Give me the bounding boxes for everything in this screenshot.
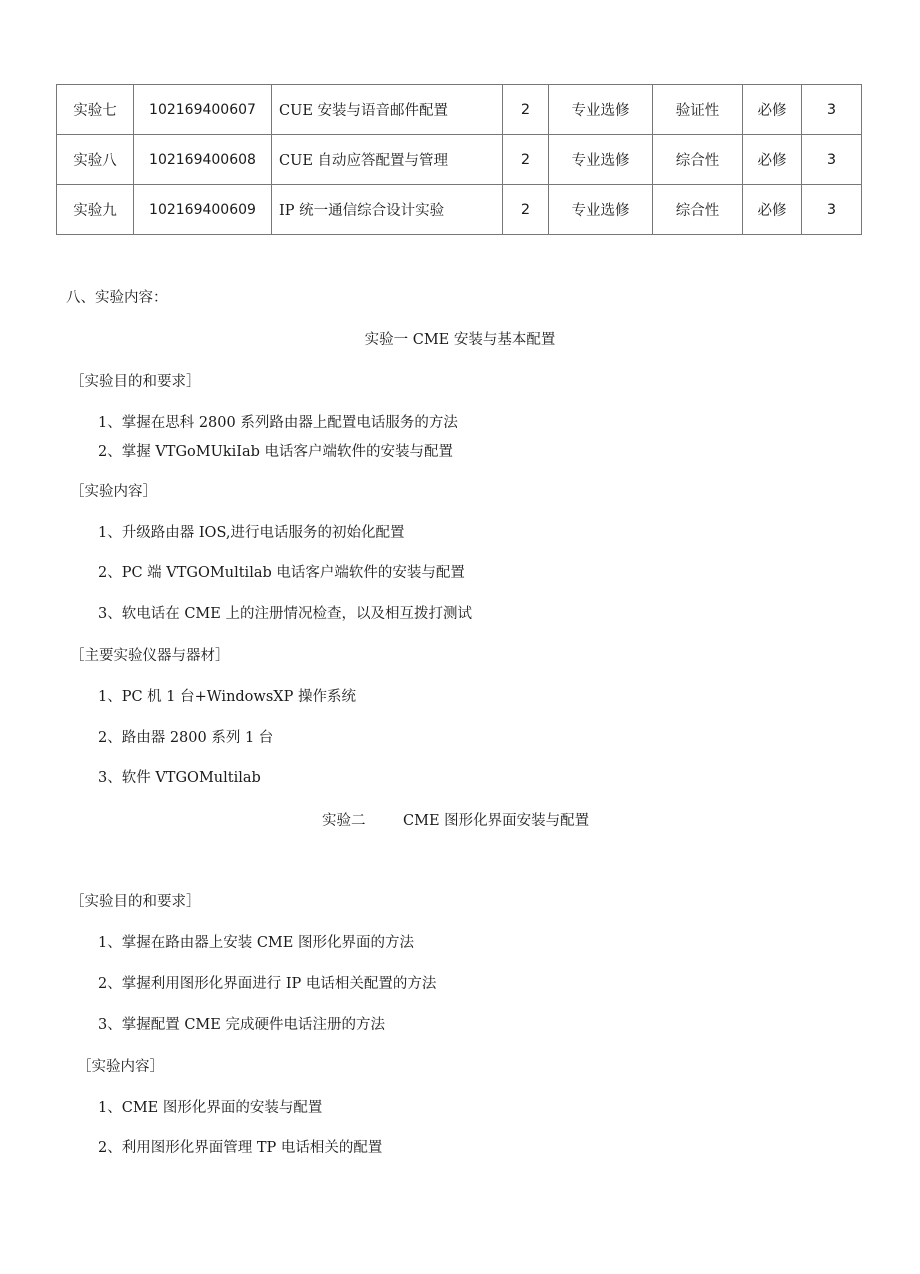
- course-code: 102169400609: [134, 185, 272, 235]
- hours: 2: [503, 85, 549, 135]
- requirement: 必修: [743, 85, 802, 135]
- experiment-type: 验证性: [653, 85, 743, 135]
- list-item: 3、软电话在 CME 上的注册情况检查，以及相互拨打测试: [98, 606, 472, 622]
- course-category: 专业选修: [549, 185, 653, 235]
- requirement: 必修: [743, 185, 802, 235]
- purpose-header: ［实验目的和要求］: [70, 894, 201, 910]
- list-item: 1、PC 机 1 台+WindowsXP 操作系统: [98, 689, 356, 705]
- group-size: 3: [802, 185, 862, 235]
- experiment-type: 综合性: [653, 135, 743, 185]
- table-row: [57, 185, 862, 235]
- experiment-number: 实验八: [57, 135, 134, 185]
- list-item: 1、掌握在思科 2800 系列路由器上配置电话服务的方法: [98, 415, 458, 431]
- list-item: 2、PC 端 VTGOMultilab 电话客户端软件的安装与配置: [98, 565, 465, 581]
- course-table: [56, 84, 862, 235]
- content-header: ［实验内容］: [70, 484, 157, 500]
- experiment-1-title: 实验一 CME 安装与基本配置: [364, 332, 556, 348]
- experiment-number: 实验九: [57, 185, 134, 235]
- experiment-name: CUE 安装与语音邮件配置: [272, 85, 503, 135]
- hours: 2: [503, 135, 549, 185]
- list-item: 2、利用图形化界面管理 TP 电话相关的配置: [98, 1140, 383, 1156]
- section-heading: 八、实验内容：: [66, 290, 168, 306]
- list-item: 2、掌握利用图形化界面进行 IP 电话相关配置的方法: [98, 976, 437, 992]
- course-category: 专业选修: [549, 135, 653, 185]
- experiment-name: CUE 自动应答配置与管理: [272, 135, 503, 185]
- list-item: 2、掌握 VTGoMUkiIab 电话客户端软件的安装与配置: [98, 444, 454, 460]
- list-item: 1、掌握在路由器上安装 CME 图形化界面的方法: [98, 935, 414, 951]
- hours: 2: [503, 185, 549, 235]
- list-item: 3、软件 VTGOMultilab: [98, 770, 261, 786]
- group-size: 3: [802, 135, 862, 185]
- experiment-2-title: CME 图形化界面安装与配置: [403, 813, 590, 829]
- purpose-header: ［实验目的和要求］: [70, 374, 201, 390]
- experiment-2-title-prefix: 实验二: [322, 813, 366, 829]
- equipment-header: ［主要实验仪器与器材］: [70, 648, 230, 664]
- group-size: 3: [802, 85, 862, 135]
- list-item: 3、掌握配置 CME 完成硬件电话注册的方法: [98, 1017, 385, 1033]
- course-code: 102169400608: [134, 135, 272, 185]
- experiment-number: 实验七: [57, 85, 134, 135]
- requirement: 必修: [743, 135, 802, 185]
- course-category: 专业选修: [549, 85, 653, 135]
- experiment-name: IP 统一通信综合设计实验: [272, 185, 503, 235]
- table-row: [57, 85, 862, 135]
- course-code: 102169400607: [134, 85, 272, 135]
- list-item: 1、升级路由器 IOS,进行电话服务的初始化配置: [98, 525, 405, 541]
- experiment-type: 综合性: [653, 185, 743, 235]
- content-header: ［实验内容］: [77, 1059, 164, 1075]
- table-row: [57, 135, 862, 185]
- list-item: 1、CME 图形化界面的安装与配置: [98, 1100, 323, 1116]
- list-item: 2、路由器 2800 系列 1 台: [98, 730, 274, 746]
